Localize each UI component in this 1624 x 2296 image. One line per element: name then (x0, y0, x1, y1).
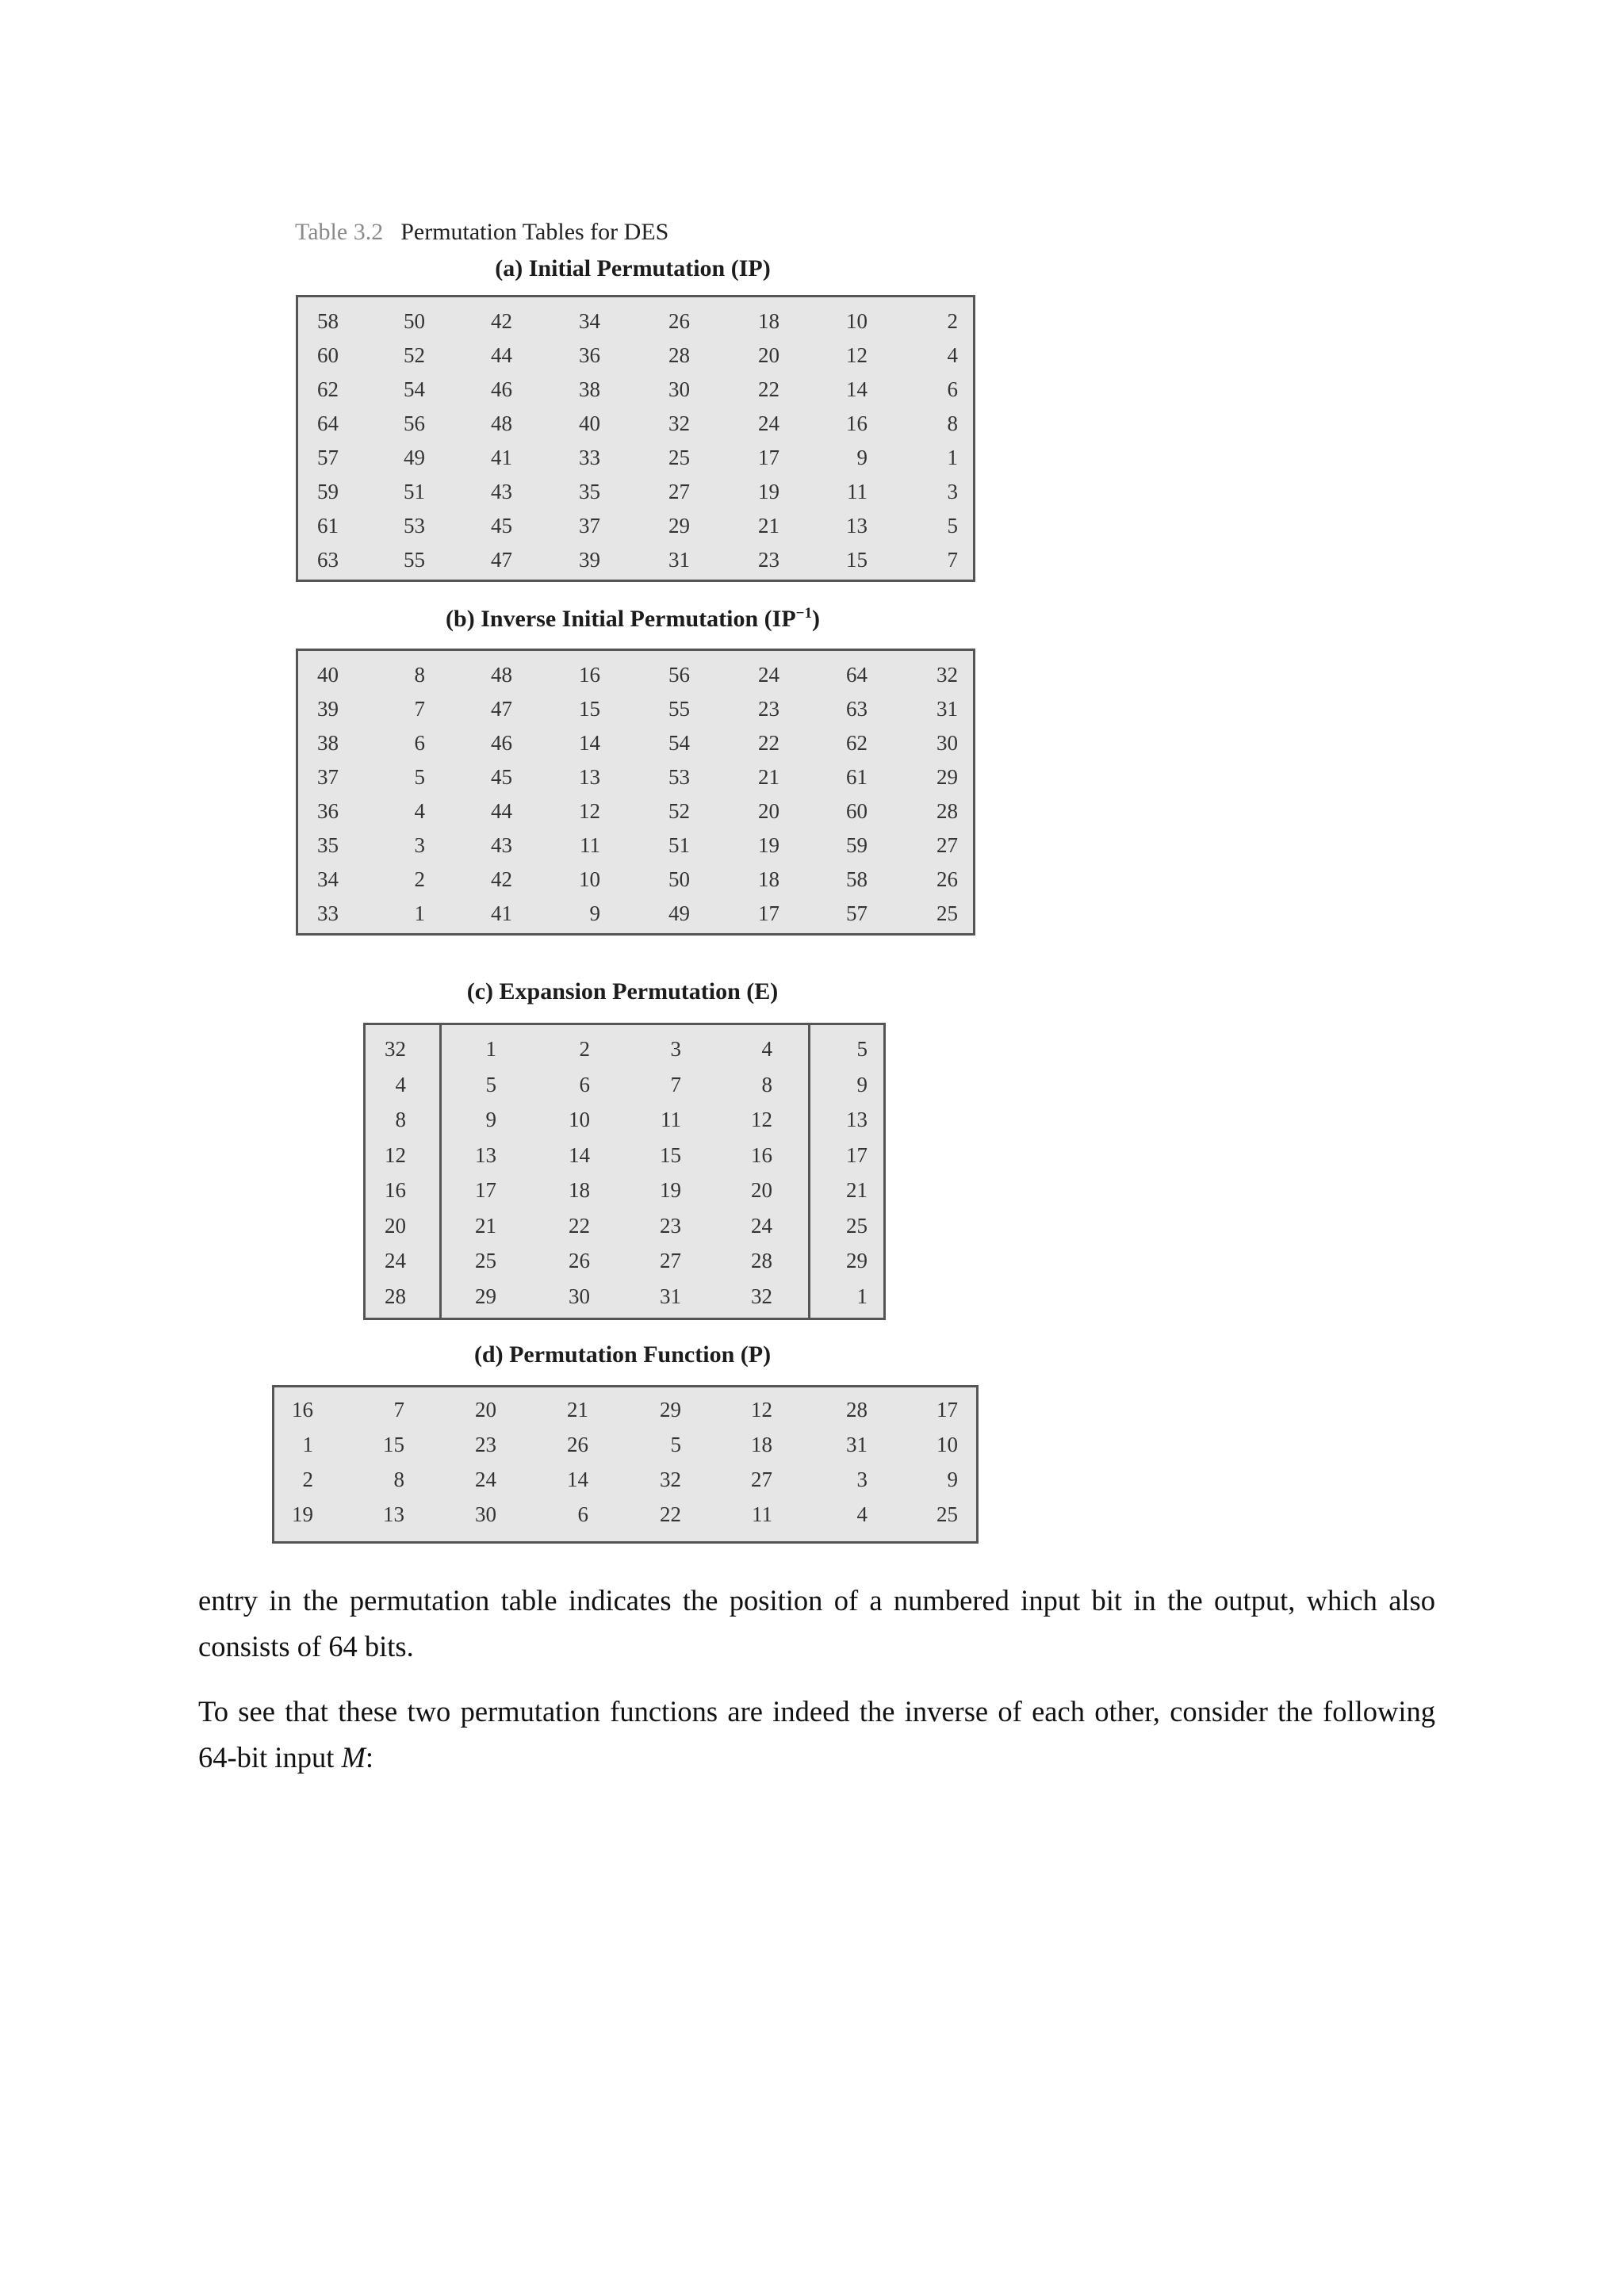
table-cell: 39 (317, 697, 339, 721)
table-cell: 55 (668, 697, 690, 721)
table-cell: 22 (758, 731, 779, 755)
table-cell: 22 (569, 1213, 590, 1238)
table-cell: 61 (846, 765, 868, 789)
table-cell: 11 (661, 1108, 681, 1131)
table-cell: 36 (317, 799, 339, 823)
table-cell: 7 (414, 697, 425, 721)
table-cell: 13 (846, 514, 868, 538)
table-cell: 52 (668, 799, 690, 823)
table-title: Permutation Tables for DES (400, 219, 669, 245)
table-cell: 4 (395, 1072, 406, 1096)
ip-table (296, 295, 975, 582)
table-cell: 12 (385, 1142, 406, 1167)
table-cell: 8 (414, 663, 425, 687)
table-cell: 31 (668, 548, 690, 572)
table-cell: 61 (317, 514, 339, 538)
table-cell: 3 (856, 1468, 868, 1491)
table-cell: 6 (947, 377, 958, 401)
table-cell: 16 (751, 1142, 772, 1167)
table-cell: 50 (404, 309, 425, 333)
table-cell: 64 (317, 411, 339, 435)
table-cell: 15 (846, 548, 868, 572)
table-cell: 35 (579, 480, 600, 503)
e-table (363, 1023, 886, 1320)
table-cell: 2 (947, 309, 958, 333)
table-cell: 8 (761, 1072, 772, 1096)
table-cell: 19 (292, 1502, 313, 1526)
paragraph-2-text: To see that these two permutation functions are indeed the inverse of each other, consider the following 64-bit input (198, 1695, 1435, 1774)
table-cell: 57 (846, 901, 868, 925)
table-cell: 13 (383, 1502, 404, 1526)
table-cell: 11 (847, 480, 868, 503)
table-cell: 9 (947, 1468, 958, 1491)
table-cell: 23 (660, 1213, 681, 1238)
table-cell: 38 (579, 377, 600, 401)
p-title: (d) Permutation Function (P) (473, 1341, 772, 1368)
table-cell: 10 (936, 1433, 958, 1456)
table-cell: 21 (758, 765, 779, 789)
table-cell: 43 (491, 480, 512, 503)
table-cell: 17 (475, 1178, 496, 1202)
table-cell: 17 (846, 1142, 868, 1167)
table-cell: 16 (385, 1178, 406, 1202)
table-cell: 26 (668, 309, 690, 333)
table-cell: 29 (475, 1284, 496, 1308)
table-cell: 20 (758, 343, 779, 367)
table-cell: 29 (846, 1249, 868, 1272)
table-cell: 42 (491, 867, 512, 891)
table-cell: 5 (485, 1072, 496, 1096)
table-cell: 17 (758, 446, 779, 469)
table-cell: 18 (569, 1178, 590, 1202)
paragraph-2-variable: M (341, 1741, 366, 1774)
table-cell: 16 (292, 1398, 313, 1422)
table-cell: 64 (846, 663, 868, 687)
table-cell: 9 (589, 901, 600, 925)
table-cell: 13 (579, 765, 600, 789)
table-cell: 13 (475, 1142, 496, 1167)
table-cell: 28 (751, 1249, 772, 1272)
table-cell: 1 (947, 446, 958, 469)
table-cell: 25 (475, 1249, 496, 1272)
table-cell: 1 (414, 901, 425, 925)
table-cell: 24 (758, 411, 779, 435)
table-cell: 14 (569, 1142, 590, 1167)
table-cell: 37 (317, 765, 339, 789)
table-cell: 23 (758, 548, 779, 572)
table-cell: 45 (491, 765, 512, 789)
table-cell: 31 (846, 1433, 868, 1456)
table-cell: 2 (579, 1037, 590, 1061)
table-cell: 19 (758, 480, 779, 503)
table-cell: 27 (751, 1468, 772, 1491)
table-cell: 6 (577, 1502, 588, 1526)
table-caption (295, 219, 668, 246)
table-cell: 46 (491, 731, 512, 755)
table-cell: 25 (668, 446, 690, 469)
table-cell: 5 (947, 514, 958, 538)
table-cell: 23 (758, 697, 779, 721)
paragraph-2 (198, 1689, 1435, 1781)
table-cell: 59 (317, 480, 339, 503)
table-cell: 9 (485, 1108, 496, 1131)
table-cell: 33 (579, 446, 600, 469)
table-cell: 17 (936, 1398, 958, 1422)
table-cell: 18 (751, 1433, 772, 1456)
table-cell: 56 (404, 411, 425, 435)
table-cell: 30 (569, 1284, 590, 1308)
table-cell: 9 (856, 446, 868, 469)
table-cell: 38 (317, 731, 339, 755)
table-cell: 27 (668, 480, 690, 503)
table-cell: 60 (846, 799, 868, 823)
table-cell: 3 (414, 833, 425, 857)
table-cell: 20 (385, 1213, 406, 1238)
table-cell: 26 (936, 867, 958, 891)
table-cell: 20 (758, 799, 779, 823)
ipinv-table (296, 649, 975, 936)
table-cell: 33 (317, 901, 339, 925)
table-cell: 5 (670, 1433, 681, 1456)
table-cell: 4 (947, 343, 958, 367)
table-cell: 32 (936, 663, 958, 687)
ipinv-title-main: (b) Inverse Initial Permutation (IP (446, 606, 796, 632)
table-cell: 18 (758, 309, 779, 333)
table-cell: 15 (660, 1142, 681, 1167)
table-cell: 6 (414, 731, 425, 755)
table-cell: 1 (302, 1433, 313, 1456)
table-cell: 28 (846, 1398, 868, 1422)
table-number: Table 3.2 (295, 219, 384, 245)
table-cell: 47 (491, 548, 512, 572)
table-cell: 21 (846, 1178, 868, 1202)
ipinv-title (446, 605, 820, 633)
table-cell: 31 (660, 1284, 681, 1308)
table-cell: 44 (491, 799, 512, 823)
table-cell: 12 (579, 799, 600, 823)
table-cell: 48 (491, 663, 512, 687)
table-cell: 8 (393, 1468, 404, 1491)
table-cell: 5 (856, 1037, 868, 1061)
table-cell: 4 (856, 1502, 868, 1526)
table-cell: 32 (660, 1468, 681, 1491)
ip-title: (a) Initial Permutation (IP) (495, 255, 771, 281)
table-cell: 26 (569, 1249, 590, 1272)
table-cell: 14 (846, 377, 868, 401)
table-cell: 17 (758, 901, 779, 925)
table-cell: 13 (846, 1108, 868, 1131)
table-cell: 1 (485, 1037, 496, 1061)
table-cell: 22 (660, 1502, 681, 1526)
table-cell: 44 (491, 343, 512, 367)
table-cell: 8 (947, 411, 958, 435)
table-cell: 49 (668, 901, 690, 925)
table-cell: 21 (567, 1398, 588, 1422)
table-cell: 43 (491, 833, 512, 857)
table-cell: 7 (947, 548, 958, 572)
table-cell: 22 (758, 377, 779, 401)
table-cell: 4 (414, 799, 425, 823)
table-cell: 3 (947, 480, 958, 503)
table-cell: 20 (751, 1178, 772, 1202)
table-cell: 52 (404, 343, 425, 367)
table-cell: 25 (936, 1502, 958, 1526)
table-cell: 32 (751, 1284, 772, 1308)
table-cell: 30 (936, 731, 958, 755)
table-cell: 3 (670, 1037, 681, 1061)
table-cell: 26 (567, 1433, 588, 1456)
e-right-divider (808, 1025, 810, 1318)
table-cell: 11 (580, 833, 600, 857)
e-title: (c) Expansion Permutation (E) (466, 978, 779, 1004)
table-cell: 8 (395, 1108, 406, 1131)
table-cell: 62 (846, 731, 868, 755)
table-cell: 37 (579, 514, 600, 538)
table-cell: 58 (846, 867, 868, 891)
table-cell: 29 (936, 765, 958, 789)
table-cell: 21 (758, 514, 779, 538)
e-left-divider (439, 1025, 442, 1318)
table-cell: 25 (846, 1213, 868, 1238)
paragraph-1: entry in the permutation table indicates the position of a numbered input bit in the output, which also consists of 64 bits. (198, 1584, 1435, 1663)
table-cell: 57 (317, 446, 339, 469)
table-cell: 50 (668, 867, 690, 891)
table-cell: 27 (936, 833, 958, 857)
table-cell: 46 (491, 377, 512, 401)
table-cell: 45 (491, 514, 512, 538)
table-cell: 51 (404, 480, 425, 503)
table-cell: 5 (414, 765, 425, 789)
p-table (272, 1385, 979, 1544)
table-cell: 12 (751, 1108, 772, 1131)
table-cell: 60 (317, 343, 339, 367)
table-cell: 19 (660, 1178, 681, 1202)
table-cell: 10 (579, 867, 600, 891)
table-cell: 15 (383, 1433, 404, 1456)
table-cell: 41 (491, 901, 512, 925)
table-cell: 54 (404, 377, 425, 401)
table-cell: 6 (579, 1072, 590, 1096)
table-cell: 27 (660, 1249, 681, 1272)
table-cell: 16 (579, 663, 600, 687)
table-cell: 63 (317, 548, 339, 572)
table-cell: 25 (936, 901, 958, 925)
table-cell: 4 (761, 1037, 772, 1061)
table-cell: 20 (475, 1398, 496, 1422)
table-cell: 31 (936, 697, 958, 721)
table-cell: 18 (758, 867, 779, 891)
table-cell: 30 (668, 377, 690, 401)
table-cell: 58 (317, 309, 339, 333)
table-cell: 32 (385, 1037, 406, 1061)
table-cell: 21 (475, 1213, 496, 1238)
table-cell: 28 (936, 799, 958, 823)
table-cell: 47 (491, 697, 512, 721)
table-cell: 53 (404, 514, 425, 538)
table-cell: 41 (491, 446, 512, 469)
table-cell: 14 (567, 1468, 588, 1491)
table-cell: 62 (317, 377, 339, 401)
table-cell: 1 (856, 1284, 868, 1308)
table-cell: 10 (846, 309, 868, 333)
table-cell: 40 (579, 411, 600, 435)
table-cell: 63 (846, 697, 868, 721)
table-cell: 23 (475, 1433, 496, 1456)
table-cell: 28 (668, 343, 690, 367)
table-cell: 40 (317, 663, 339, 687)
table-cell: 10 (569, 1108, 590, 1131)
table-cell: 24 (758, 663, 779, 687)
table-cell: 16 (846, 411, 868, 435)
table-cell: 39 (579, 548, 600, 572)
table-cell: 19 (758, 833, 779, 857)
table-cell: 15 (579, 697, 600, 721)
table-cell: 35 (317, 833, 339, 857)
paragraph-2-colon: : (365, 1741, 374, 1774)
ipinv-title-end: ) (811, 606, 820, 632)
table-cell: 12 (751, 1398, 772, 1422)
table-cell: 53 (668, 765, 690, 789)
table-cell: 32 (668, 411, 690, 435)
table-cell: 30 (475, 1502, 496, 1526)
table-cell: 42 (491, 309, 512, 333)
table-cell: 51 (668, 833, 690, 857)
ipinv-title-sup: −1 (795, 605, 812, 622)
table-cell: 59 (846, 833, 868, 857)
table-cell: 29 (660, 1398, 681, 1422)
table-cell: 54 (668, 731, 690, 755)
table-cell: 24 (475, 1468, 496, 1491)
table-cell: 48 (491, 411, 512, 435)
table-cell: 56 (668, 663, 690, 687)
table-cell: 2 (414, 867, 425, 891)
table-cell: 24 (751, 1213, 772, 1238)
table-cell: 34 (579, 309, 600, 333)
table-cell: 55 (404, 548, 425, 572)
table-cell: 28 (385, 1284, 406, 1308)
table-cell: 7 (393, 1398, 404, 1422)
table-cell: 12 (846, 343, 868, 367)
table-cell: 9 (856, 1072, 868, 1096)
table-cell: 29 (668, 514, 690, 538)
table-cell: 7 (670, 1072, 681, 1096)
table-cell: 34 (317, 867, 339, 891)
table-cell: 11 (752, 1502, 772, 1526)
table-cell: 24 (385, 1249, 406, 1272)
table-cell: 36 (579, 343, 600, 367)
table-cell: 49 (404, 446, 425, 469)
table-cell: 14 (579, 731, 600, 755)
table-cell: 2 (302, 1468, 313, 1491)
